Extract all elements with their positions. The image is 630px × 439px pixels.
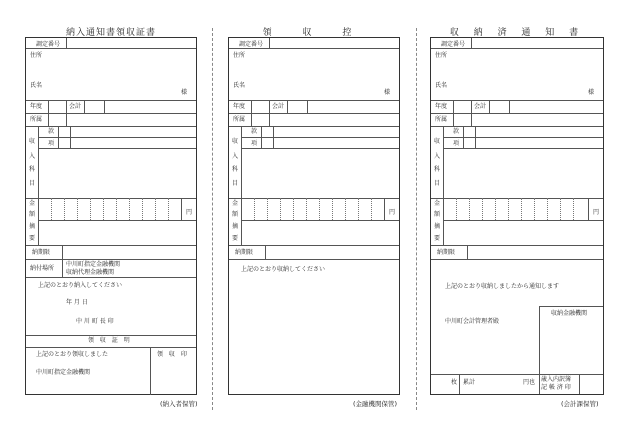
label-teki: 摘 [28,223,35,230]
label-moku-2: 目 [231,180,238,187]
label-you-3: 要 [433,235,440,242]
label-gaku: 額 [28,211,35,218]
label-en-2: 円 [389,209,396,216]
noufu-place-1: 中川町指定金融機関 [66,261,121,268]
label-ka: 科 [28,166,35,173]
label-en: 円 [186,209,193,216]
label-kou-2: 項 [251,140,258,147]
title-ryoshu-hikae: 領 収 控 [262,28,366,38]
ryoshu-received: 上記のとおり領収しました [36,351,109,358]
label-shimei-3: 氏名 [435,82,448,89]
label-you: 要 [28,235,35,242]
label-sama-3: 様 [588,89,595,96]
label-nouki-2: 納期限 [235,249,254,256]
label-nyu: 入 [28,153,35,160]
hikae-received: 上記のとおり収納してください [241,266,326,273]
label-kinyu2: 記 帳 済 印 [541,384,571,391]
label-jusho-3: 住所 [435,52,448,59]
label-nyu-2: 入 [231,153,238,160]
shuno-manager: 中川町会計管理者殿 [445,318,500,325]
label-kinyu1: 歳入内訳簿 [541,376,572,383]
cut-line-2 [416,28,417,410]
title-noufu: 納入通知書領収証書 [65,28,156,38]
title-shuno-tsuchi: 収 納 済 通 知 書 [449,28,585,38]
label-en-3: 円 [593,209,600,216]
label-gaku-3: 額 [433,211,440,218]
noufu-place-2: 収納代理金融機関 [66,269,115,276]
label-shu-3: 収 [433,138,440,145]
label-kou-3: 項 [453,140,460,147]
noufu-mayor: 中 川 町 長 印 [76,318,114,325]
label-sama: 様 [181,89,188,96]
label-teki-2: 摘 [231,223,238,230]
label-kan: 款 [48,128,55,135]
label-nyu-3: 入 [433,153,440,160]
label-kin-3: 金 [433,200,440,207]
label-shozoku-3: 所属 [435,116,448,123]
label-mai: 枚 [451,379,458,386]
noufu-date: 年 月 日 [66,299,88,306]
label-shimei-2: 氏名 [233,82,246,89]
label-kaikei: 会計 [69,103,82,110]
ryoshu-shomei: 領 収 証 明 [88,337,132,344]
label-nouki-3: 納期限 [437,249,456,256]
label-chotei-bango: 調定番号 [36,41,61,48]
panel-shuno-tsuchi [430,37,604,395]
label-nendo: 年度 [30,103,43,110]
footer-noufu: (納入者保管) [160,400,198,408]
label-kou: 項 [48,140,55,147]
label-shu-2: 収 [231,138,238,145]
label-kaikei-2: 会計 [272,103,285,110]
ryoshu-in: 領 収 印 [157,351,189,358]
label-jusho: 住所 [30,52,43,59]
label-kin: 金 [28,200,35,207]
label-nouki: 納期限 [32,249,51,256]
label-chotei-bango-2: 調定番号 [239,41,264,48]
label-jusho-2: 住所 [233,52,246,59]
shuno-bank-stamp: 収納金融機関 [551,310,588,317]
label-gaku-2: 額 [231,211,238,218]
label-ka-3: 科 [433,166,440,173]
label-kaikei-3: 会計 [474,103,487,110]
label-kin-2: 金 [231,200,238,207]
label-shimei: 氏名 [30,82,43,89]
label-shozoku: 所属 [30,116,43,123]
label-chotei-bango-3: 調定番号 [441,41,466,48]
cut-line-1 [212,28,213,410]
label-moku: 目 [28,180,35,187]
panel-ryoshu-hikae [228,37,400,395]
footer-hikae: (金融機関保管) [353,400,398,408]
label-kan-2: 款 [251,128,258,135]
label-shozoku-2: 所属 [233,116,246,123]
label-kan-3: 款 [453,128,460,135]
noufu-request: 上記のとおり納入してください [38,282,123,289]
ryoshu-bank: 中川町指定金融機関 [36,369,91,376]
label-you-2: 要 [231,235,238,242]
label-teki-3: 摘 [433,223,440,230]
shuno-notify: 上記のとおり収納しましたから通知します [445,283,560,290]
label-moku-3: 目 [433,180,440,187]
label-goukei: 累計 [463,379,476,386]
label-noufu-basho: 納付場所 [30,265,55,272]
label-shu: 収 [28,138,35,145]
label-nendo-2: 年度 [233,103,246,110]
footer-shuno: (会計課保管) [561,400,599,408]
label-ka-2: 科 [231,166,238,173]
label-enin: 円也 [523,379,536,386]
panel-noufu [25,37,197,395]
label-sama-2: 様 [384,89,391,96]
label-nendo-3: 年度 [435,103,448,110]
